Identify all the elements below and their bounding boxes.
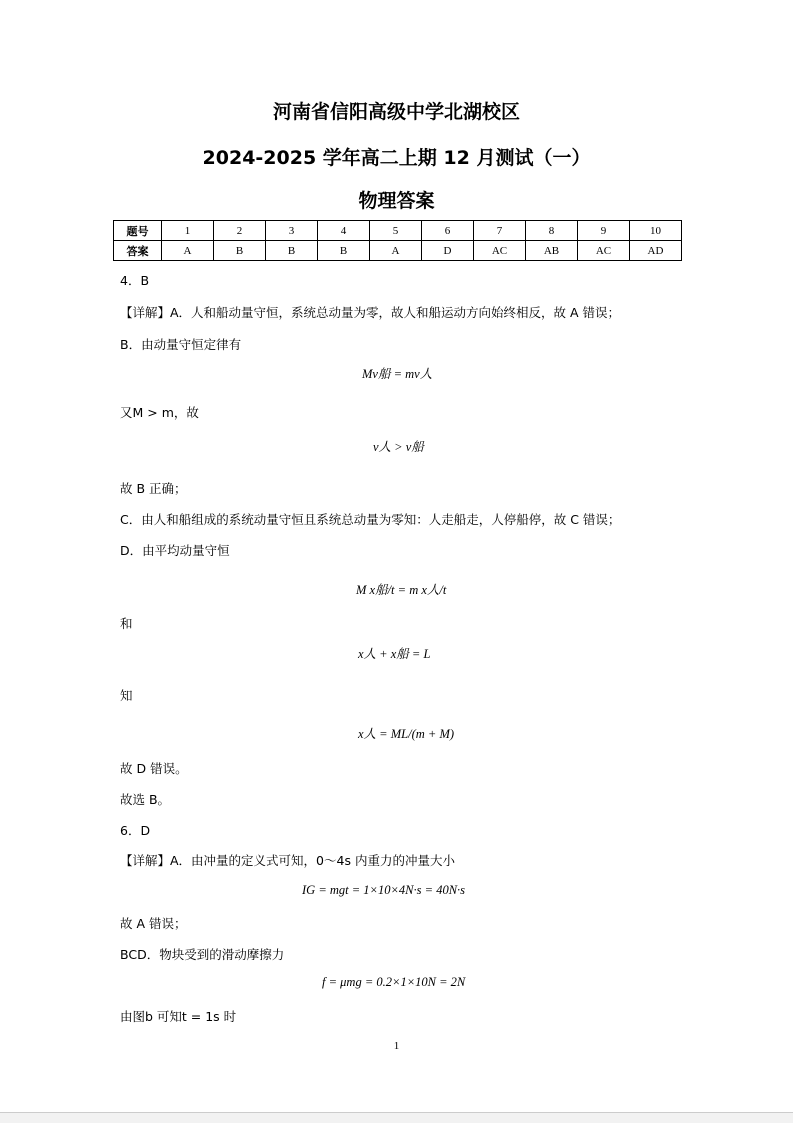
school-title: 河南省信阳高级中学北湖校区	[272, 101, 520, 123]
q4-head: 4．B	[120, 273, 150, 288]
answer-table-answer-row	[114, 241, 682, 261]
question-number-cell: 3	[266, 221, 318, 241]
question-number-cell: 5	[370, 221, 422, 241]
question-number-cell: 2	[214, 221, 266, 241]
answer-cell: AC	[474, 241, 526, 261]
question-number-cell: 7	[474, 221, 526, 241]
q4-option-a: 【详解】A．人和船动量守恒，系统总动量为零，故人和船运动方向始终相反，故 A 错误；	[120, 305, 621, 320]
q4-equation-3: M x船/t = m x人/t	[356, 583, 447, 597]
q4-equation-1: Mv船 = mv人	[362, 367, 433, 381]
answer-cell: B	[266, 241, 318, 261]
q4-equation-2: v人 > v船	[373, 440, 424, 454]
bottom-scroll-bar[interactable]	[0, 1112, 793, 1123]
q4-also: 又M > m，故	[120, 405, 199, 420]
answer-table-number-row	[114, 221, 682, 241]
q6-option-a: 【详解】A．由冲量的定义式可知，0～4s 内重力的冲量大小	[120, 853, 455, 868]
question-number-cell: 4	[318, 221, 370, 241]
q4-equation-4: x人 + x船 = L	[358, 647, 431, 661]
question-number-cell: 9	[578, 221, 630, 241]
q4-know: 知	[120, 688, 133, 703]
q4-option-d: D．由平均动量守恒	[120, 543, 230, 558]
answer-cell: A	[162, 241, 214, 261]
question-number-cell: 6	[422, 221, 474, 241]
answer-cell: A	[370, 241, 422, 261]
q4-d-wrong: 故 D 错误。	[120, 761, 188, 776]
question-number-cell: 8	[526, 221, 578, 241]
answer-cell: D	[422, 241, 474, 261]
q4-choose: 故选 B。	[120, 792, 171, 807]
q6-head: 6．D	[120, 823, 151, 838]
answer-cell: B	[318, 241, 370, 261]
exam-title: 2024-2025 学年高二上期 12 月测试（一）	[202, 147, 591, 169]
q4-option-c: C．由人和船组成的系统动量守恒且系统总动量为零知：人走船走，人停船停，故 C 错误；	[120, 512, 621, 527]
question-number-cell: 1	[162, 221, 214, 241]
q6-equation-1: IG = mgt = 1×10×4N·s = 40N·s	[302, 883, 466, 897]
q4-equation-5: x人 = ML/(m + M)	[358, 727, 455, 741]
q6-a-wrong: 故 A 错误；	[120, 916, 187, 931]
page-number: 1	[393, 1040, 400, 1052]
q4-and: 和	[120, 616, 133, 631]
subject-title: 物理答案	[358, 190, 435, 212]
question-number-cell: 10	[630, 221, 682, 241]
row-label-answer: 答案	[114, 241, 162, 261]
q4-option-b: B．由动量守恒定律有	[120, 337, 242, 352]
q6-figure-note: 由图b 可知t = 1s 时	[120, 1009, 237, 1024]
answer-cell: AD	[630, 241, 682, 261]
q4-b-correct: 故 B 正确；	[120, 481, 187, 496]
answer-cell: B	[214, 241, 266, 261]
answer-cell: AB	[526, 241, 578, 261]
q6-equation-2: f = μmg = 0.2×1×10N = 2N	[322, 975, 466, 989]
answer-cell: AC	[578, 241, 630, 261]
answer-table	[113, 220, 682, 261]
row-label-number: 题号	[114, 221, 162, 241]
q6-option-bcd: BCD．物块受到的滑动摩擦力	[120, 947, 285, 962]
